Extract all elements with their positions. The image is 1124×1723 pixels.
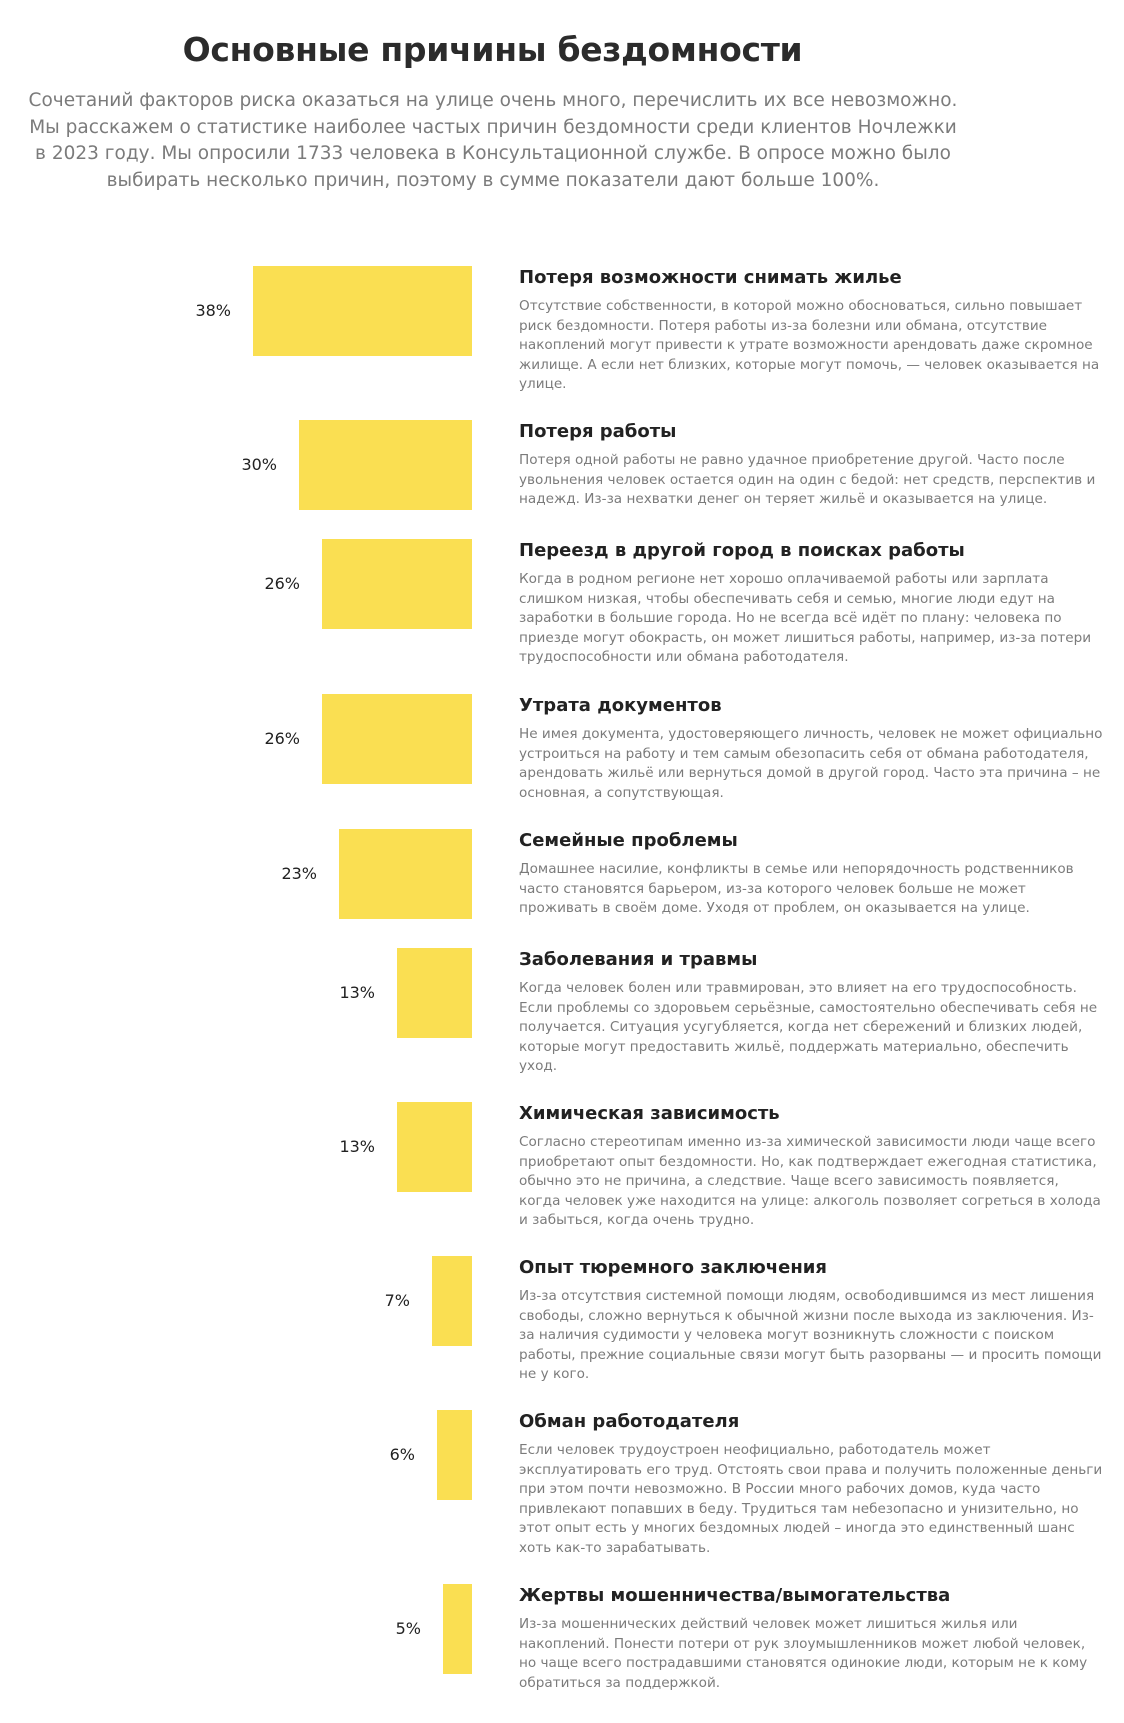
- page-title: Основные причины бездомности: [182, 30, 803, 69]
- category-description: Когда человек болен или травмирован, это влияет на его трудоспособность. Если проблемы со здоровьем серьёзные, самостоятельно обеспечивать себя не получается. Ситуация усугубляется, когда нет сбережений и близких людей, которые могут предоставить жильё, поддержать материально, обеспечить уход.: [519, 980, 1098, 1074]
- bar-value-label: 7%: [384, 1291, 410, 1310]
- category-label: Опыт тюремного заключения: [519, 1257, 827, 1278]
- category-label: Утрата документов: [519, 695, 722, 716]
- bar: [397, 1102, 472, 1192]
- category-description: Согласно стереотипам именно из-за химической зависимости люди чаще всего приобретают опыт бездомности. Но, как подтверждает ежегодная статистика, обычно это не причина, а следствие. Чаще всего зависимость появляется, когда человек уже находится на улице: алкоголь позволяет согреться в холода и забыться, когда очень трудно.: [519, 1134, 1101, 1228]
- bar: [253, 266, 472, 356]
- bar-value-label: 5%: [395, 1619, 421, 1638]
- category-description: Когда в родном регионе нет хорошо оплачиваемой работы или зарплата слишком низкая, чтобы обеспечивать себя и семью, многие люди едут на заработки в большие города. Но не всегда всё идёт по плану: человека по приезде могут обокрасть, он может лишиться работы, например, из-за потери трудоспособности или обмана работодателя.: [519, 571, 1092, 665]
- category-description: Не имея документа, удостоверяющего личность, человек не может официально устроиться на работу и тем самым обезопасить себя от обмана работодателя, арендовать жильё или вернуться домой в другой город. Часто эта причина – не основная, а сопутствующая.: [519, 726, 1103, 801]
- category-label: Переезд в другой город в поисках работы: [519, 540, 965, 561]
- bar: [437, 1410, 472, 1500]
- bar-value-label: 13%: [339, 1137, 375, 1156]
- category-description: Из-за мошеннических действий человек может лишиться жилья или накоплений. Понести потери от рук злоумышленников может любой человек, но чаще всего пострадавшими становятся одинокие люди, которым не к кому обратиться за поддержкой.: [519, 1616, 1088, 1691]
- bar: [322, 694, 472, 784]
- bar-value-label: 30%: [241, 455, 277, 474]
- bar: [322, 539, 472, 629]
- category-label: Заболевания и травмы: [519, 949, 758, 970]
- page-subtitle: Сочетаний факторов риска оказаться на улице очень много, перечислить их все невозможно. Мы расскажем о статистике наиболее частых причин бездомности среди клиентов Ночлежки в 2023 году. Мы опросили 1733 человека в Консультационной службе. В опросе можно было выбирать несколько причин, поэтому в сумме показатели дают больше 100%.: [28, 90, 958, 191]
- category-description: Отсутствие собственности, в которой можно обосноваться, сильно повышает риск бездомности. Потеря работы из-за болезни или обмана, отсутствие накоплений могут привести к утрате возможности арендовать даже скромное жилище. А если нет близких, которые могут помочь, — человек оказывается на улице.: [519, 298, 1100, 392]
- category-description: Из-за отсутствия системной помощи людям, освободившимся из мест лишения свободы, сложно вернуться к обычной жизни после выхода из заключения. Из-за наличия судимости у человека могут возникнуть сложности с поиском работы, прежние социальные связи могут быть разорваны — и просить помощи не у кого.: [519, 1288, 1102, 1382]
- bar: [339, 829, 472, 919]
- bar-value-label: 38%: [195, 301, 231, 320]
- bar-value-label: 13%: [339, 983, 375, 1002]
- bar-value-label: 26%: [264, 574, 300, 593]
- bar: [397, 948, 472, 1038]
- category-description: Домашнее насилие, конфликты в семье или непорядочность родственников часто становятся барьером, из-за которого человек больше не может проживать в своём доме. Уходя от проблем, он оказывается на улице.: [519, 861, 1074, 916]
- bar: [432, 1256, 472, 1346]
- category-label: Семейные проблемы: [519, 830, 738, 851]
- category-description: Потеря одной работы не равно удачное приобретение другой. Часто после увольнения человек остается один на один с бедой: нет средств, перспектив и надежд. Из-за нехватки денег он теряет жильё и оказывается на улице.: [519, 452, 1096, 507]
- bar-value-label: 23%: [281, 864, 317, 883]
- category-label: Потеря возможности снимать жилье: [519, 267, 902, 288]
- category-label: Обман работодателя: [519, 1411, 740, 1432]
- bar: [443, 1584, 472, 1674]
- category-label: Химическая зависимость: [519, 1103, 780, 1124]
- bar-value-label: 6%: [389, 1445, 415, 1464]
- bar: [299, 420, 472, 510]
- category-description: Если человек трудоустроен неофициально, работодатель может эксплуатировать его труд. Отстоять свои права и получить положенные деньги при этом почти невозможно. В России много рабочих домов, куда часто привлекают попавших в беду. Трудиться там небезопасно и унизительно, но этот опыт есть у многих бездомных людей – иногда это единственный шанс хоть как-то зарабатывать.: [519, 1442, 1103, 1556]
- bar-value-label: 26%: [264, 729, 300, 748]
- category-label: Жертвы мошенничества/вымогательства: [519, 1585, 951, 1606]
- category-label: Потеря работы: [519, 421, 677, 442]
